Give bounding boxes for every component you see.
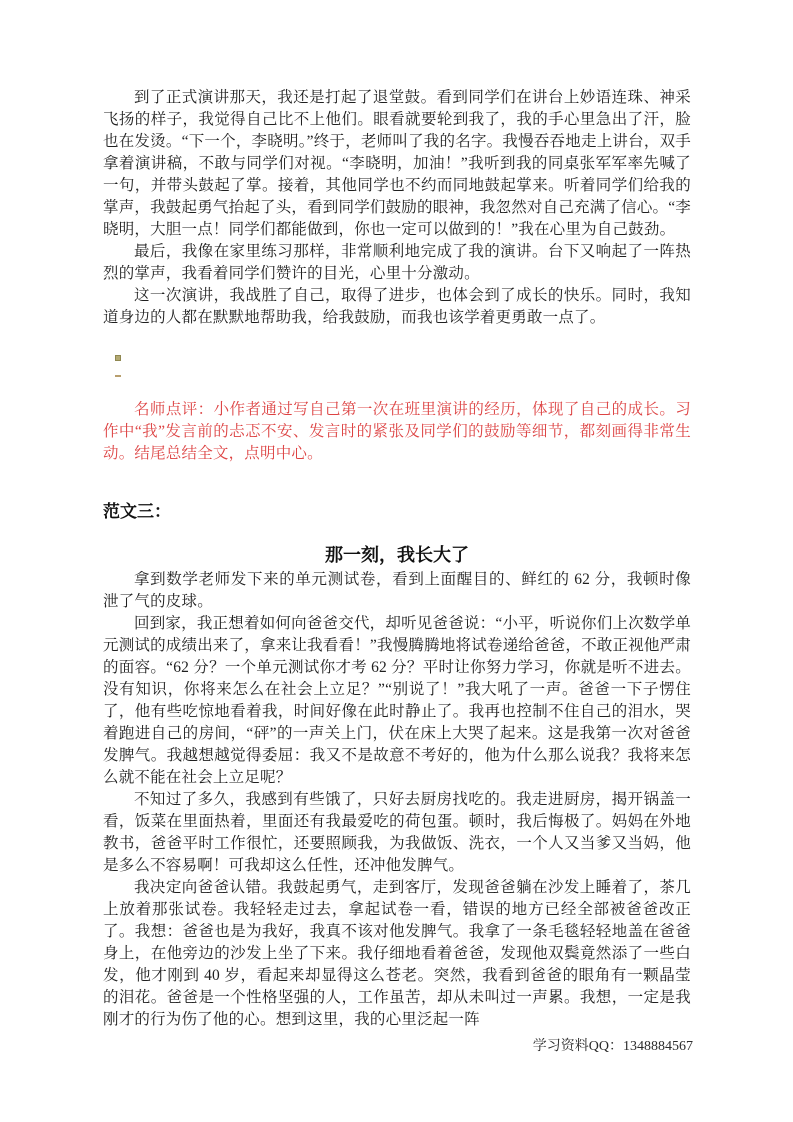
essay-three-paragraph: 拿到数学老师发下来的单元测试卷，看到上面醒目的、鲜红的 62 分，我顿时像泄了气的皮球。: [103, 571, 691, 610]
essay-three-body: [103, 569, 691, 1031]
teacher-comment-text: 小作者通过写自己第一次在班里演讲的经历，体现了自己的成长。习作中“我”发言前的忐忑不安、发言时的紧张及同学们的鼓励等细节，都刻画得非常生动。结尾总结全文，点明中心。: [103, 401, 691, 462]
section-heading: 范文三：: [103, 502, 171, 521]
document-content: [103, 87, 691, 1031]
essay-two-paragraph: 最后，我像在家里练习那样，非常顺利地完成了我的演讲。台下又响起了一阵热烈的掌声，我看着同学们赞许的目光，心里十分激动。: [103, 243, 691, 282]
essay-three-paragraph: 我决定向爸爸认错。我鼓起勇气，走到客厅，发现爸爸躺在沙发上睡着了，茶几上放着那张试卷。我轻轻走过去，拿起试卷一看，错误的地方已经全部被爸爸改正了。我想：爸爸也是为我好，我真不该对他发脾气。我拿了一条毛毯轻轻地盖在爸爸身上，在他旁边的沙发上坐了下来。我仔细地看着爸爸，发现他双鬓竟然添了一些白发，他才刚到 40 岁，看起来却显得这么苍老。突然，我看到爸爸的眼角有一颗晶莹的泪花。爸爸是一个性格坚强的人，工作虽苦，却从未叫过一声累。我想，一定是我刚才的行为伤了他的心。想到这里，我的心里泛起一阵: [103, 879, 691, 1028]
essay-title: 那一刻，我长大了: [325, 545, 469, 565]
teacher-comment-label: 名师点评：: [134, 401, 214, 418]
page-footer: 学习资料QQ：1348884567: [532, 1039, 693, 1054]
essay-two-body: [103, 87, 691, 329]
essay-two-paragraph: 到了正式演讲那天，我还是打起了退堂鼓。看到同学们在讲台上妙语连珠、神采飞扬的样子，我觉得自己比不上他们。眼看就要轮到我了，我的手心里急出了汗，脸也在发烫。“下一个，李晓明。”终于，老师叫了我的名字。我慢吞吞地走上讲台，双手拿着演讲稿，不敢与同学们对视。“李晓明，加油！”我听到我的同桌张军军率先喊了一句，并带头鼓起了掌。接着，其他同学也不约而同地鼓起掌来。听着同学们给我的掌声，我鼓起勇气抬起了头，看到同学们鼓励的眼神，我忽然对自己充满了信心。“李晓明，大胆一点！同学们都能做到，你也一定可以做到的！”我在心里为自己鼓劲。: [103, 89, 691, 238]
essay-three-paragraph: 回到家，我正想着如何向爸爸交代，却听见爸爸说：“小平，听说你们上次数学单元测试的成绩出来了，拿来让我看看！”我慢腾腾地将试卷递给爸爸，不敢正视他严肃的面容。“62 分？一个单元测试你才考 62 分？平时让你努力学习，你就是听不进去。没有知识，你将来怎么在社会上立足？”“别说了！”我大吼了一声。爸爸一下子愣住了，他有些吃惊地看着我，时间好像在此时静止了。我再也控制不住自己的泪水，哭着跑进自己的房间，“砰”的一声关上门，伏在床上大哭了起来。这是我第一次对爸爸发脾气。我越想越觉得委屈：我又不是故意不考好的，他为什么那么说我？我将来怎么就不能在社会上立足呢？: [103, 615, 691, 786]
teacher-comment: [103, 399, 691, 465]
stray-mark-dash: [115, 375, 121, 377]
essay-three-paragraph: 不知过了多久，我感到有些饿了，只好去厨房找吃的。我走进厨房，揭开锅盖一看，饭菜在里面热着，里面还有我最爱吃的荷包蛋。顿时，我后悔极了。妈妈在外地教书，爸爸平时工作很忙，还要照顾我，为我做饭、洗衣，一个人又当爹又当妈，他是多么不容易啊！可我却这么任性，还冲他发脾气。: [103, 791, 691, 874]
stray-mark-square: [115, 355, 121, 361]
stray-marks: [103, 329, 691, 395]
essay-two-paragraph: 这一次演讲，我战胜了自己，取得了进步，也体会到了成长的快乐。同时，我知道身边的人都在默默地帮助我，给我鼓励，而我也该学着更勇敢一点了。: [103, 287, 691, 326]
